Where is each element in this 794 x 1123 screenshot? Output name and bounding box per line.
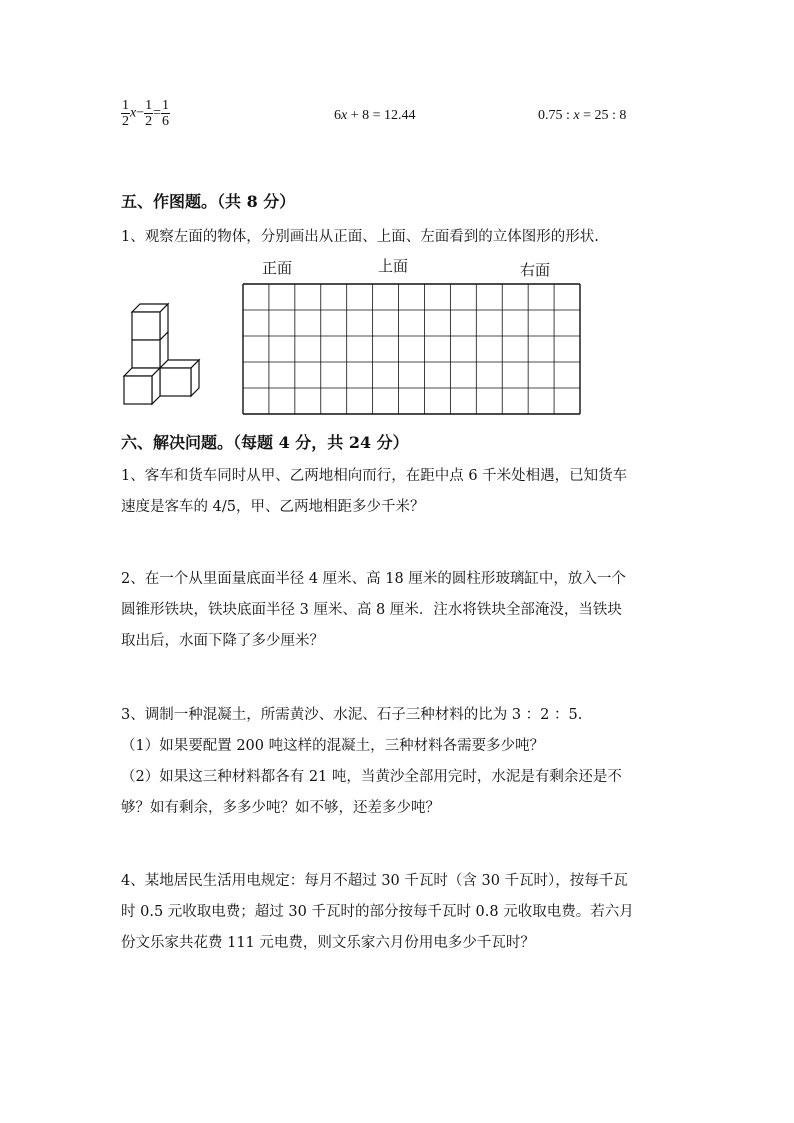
- q2-line-2: 圆锥形铁块，铁块底面半径 3 厘米、高 8 厘米．注水将铁块全部淹没，当铁块: [121, 602, 622, 618]
- cube-mid-front: [132, 340, 160, 368]
- q3-line-3: （2）如果这三种材料都各有 21 吨，当黄沙全部用完时，水泥是有剩余还是不: [121, 769, 622, 785]
- eq1-den1: 2: [122, 114, 129, 129]
- eq1-equals: =: [153, 105, 162, 121]
- section6-q4: [121, 866, 681, 959]
- q4-line-1: 4、某地居民生活用电规定：每月不超过 30 千瓦时（含 30 千瓦时），按每千瓦: [121, 873, 628, 889]
- cube-figure-lines: [124, 304, 199, 404]
- section5-q1: 1、观察左面的物体，分别画出从正面、上面、左面看到的立体图形的形状.: [121, 229, 599, 245]
- q4-line-2: 时 0.5 元收取电费；超过 30 千瓦时的部分按每千瓦时 0.8 元收取电费。若六月: [121, 904, 634, 920]
- label-right: 右面: [520, 261, 551, 279]
- drawing-grid: [242, 283, 582, 416]
- cube-right-front: [160, 368, 191, 396]
- label-front: 正面: [262, 259, 293, 277]
- section6-q2: [121, 564, 681, 657]
- section6-title: 六、解决问题。（每题 4 分，共 24 分）: [121, 433, 409, 452]
- equation-3: [538, 108, 626, 124]
- eq3-rest: = 25 : 8: [579, 108, 627, 123]
- q2-line-3: 取出后，水面下降了多少厘米？: [121, 633, 324, 649]
- q3-line-2: （1）如果要配置 200 吨这样的混凝土，三种材料各需要多少吨？: [121, 738, 545, 754]
- q1-line-2: 速度是客车的 4/5，甲、乙两地相距多少千米？: [121, 499, 425, 515]
- section6-q3: [121, 700, 681, 824]
- eq1-den3: 6: [162, 114, 170, 129]
- eq1-minus: −: [136, 105, 145, 121]
- eq1-var: x: [130, 105, 137, 121]
- q1-line-1: 1、客车和货车同时从甲、乙两地相向而行，在距中点 6 千米处相遇，已知货车: [121, 468, 628, 484]
- q3-line-4: 够？如有剩余，多多少吨？如不够，还差多少吨？: [121, 800, 440, 816]
- q3-line-1: 3、调制一种混凝土，所需黄沙、水泥、石子三种材料的比为 3 ：2 ：5.: [121, 707, 583, 723]
- equation-1: [121, 98, 170, 129]
- eq2-coef: 6: [334, 108, 341, 123]
- section5-title: 五、作图题。（共 8 分）: [121, 192, 296, 211]
- eq1-num1: 1: [122, 98, 129, 113]
- eq1-num2: 1: [145, 98, 153, 113]
- eq3-var: x: [573, 108, 580, 123]
- eq2-var: x: [341, 108, 348, 123]
- eq2-rest: + 8 = 12.44: [347, 108, 416, 123]
- q2-line-1: 2、在一个从里面量底面半径 4 厘米、高 18 厘米的圆柱形玻璃缸中，放入一个: [121, 571, 626, 587]
- section6-q1: [121, 461, 681, 523]
- cube-top-front: [132, 312, 160, 340]
- eq3-pre: 0.75 :: [538, 108, 574, 123]
- equation-2: [334, 108, 416, 124]
- cube-stack-figure: [118, 298, 204, 410]
- eq1-den2: 2: [145, 114, 153, 129]
- cube-bl-front: [124, 376, 152, 404]
- label-top: 上面: [378, 257, 409, 275]
- eq1-num3: 1: [162, 98, 170, 113]
- q4-line-3: 份文乐家共花费 111 元电费，则文乐家六月份用电多少千瓦时？: [121, 935, 535, 951]
